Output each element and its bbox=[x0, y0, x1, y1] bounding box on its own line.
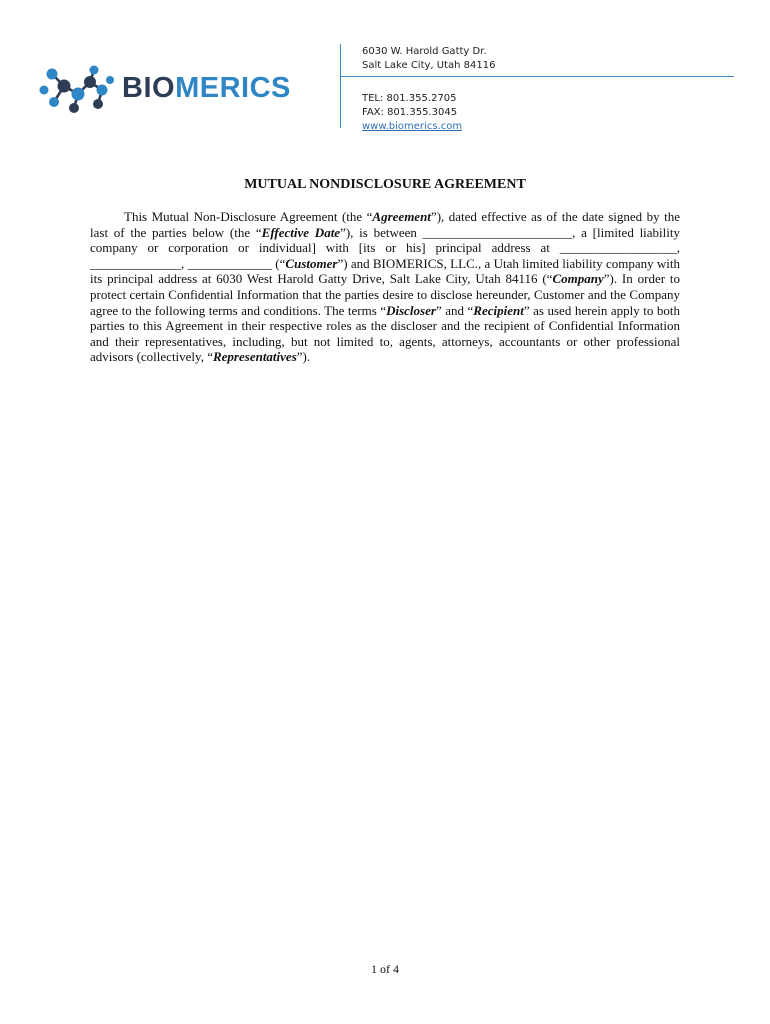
logo-text-light: MERICS bbox=[175, 72, 291, 104]
telephone: TEL: 801.355.2705 bbox=[362, 93, 457, 104]
defined-term: Agreement bbox=[372, 209, 431, 224]
defined-term: Customer bbox=[285, 255, 338, 271]
company-address bbox=[362, 45, 495, 73]
molecule-icon bbox=[38, 64, 116, 116]
biomerics-logo bbox=[38, 64, 308, 116]
paragraph-text: ”) and BIOMERICS, LLC., a Utah limited liability company with its principal address at 6030 West Harold Gatty Drive, Salt Lake City, Utah 84116 (“ bbox=[90, 255, 680, 287]
header-horizontal-rule bbox=[340, 76, 734, 77]
paragraph-text: ”), dated effective as of the date signed by the last of the parties below (the “ bbox=[90, 209, 681, 240]
agreement-paragraph bbox=[90, 209, 680, 365]
page-number: 1 of 4 bbox=[371, 962, 399, 976]
defined-term: Company bbox=[552, 271, 604, 287]
paragraph-text: ”). In order to protect certain Confidential Information that the parties desire to disclose hereunder, Customer and the Company agree to the following terms and conditions. The terms “ bbox=[90, 271, 681, 318]
defined-term: Effective Date bbox=[261, 224, 341, 240]
defined-term: Representatives bbox=[212, 349, 297, 365]
address-line-1: 6030 W. Harold Gatty Dr. bbox=[362, 46, 487, 57]
paragraph-text: ” and “ bbox=[435, 302, 474, 318]
defined-term: Recipient bbox=[473, 302, 524, 318]
paragraph-text: ”), is between _______________________, a [limited liability company or corporation or individual] with [its or his] principal address at __________________, ______________, _____________ (“ bbox=[90, 224, 681, 271]
paragraph-text: This Mutual Non-Disclosure Agreement (the “ bbox=[124, 209, 373, 224]
website-link[interactable]: www.biomerics.com bbox=[362, 121, 463, 132]
logo-wordmark bbox=[122, 72, 291, 104]
address-line-2: Salt Lake City, Utah 84116 bbox=[362, 60, 496, 71]
header-vertical-rule bbox=[340, 44, 341, 128]
logo-text-dark: BIO bbox=[122, 72, 176, 104]
defined-term: Discloser bbox=[386, 302, 436, 318]
paragraph-text: ”). bbox=[296, 349, 311, 365]
document-title: MUTUAL NONDISCLOSURE AGREEMENT bbox=[244, 177, 526, 192]
paragraph-text: ” as used herein apply to both parties to this Agreement in their respective roles as the discloser and the recipient of Confidential Information and their representatives, including, but not limited to, agents, attorneys, accountants or other professional advisors (collectively, “ bbox=[90, 302, 680, 365]
company-contact bbox=[362, 92, 462, 134]
fax: FAX: 801.355.3045 bbox=[362, 107, 458, 118]
